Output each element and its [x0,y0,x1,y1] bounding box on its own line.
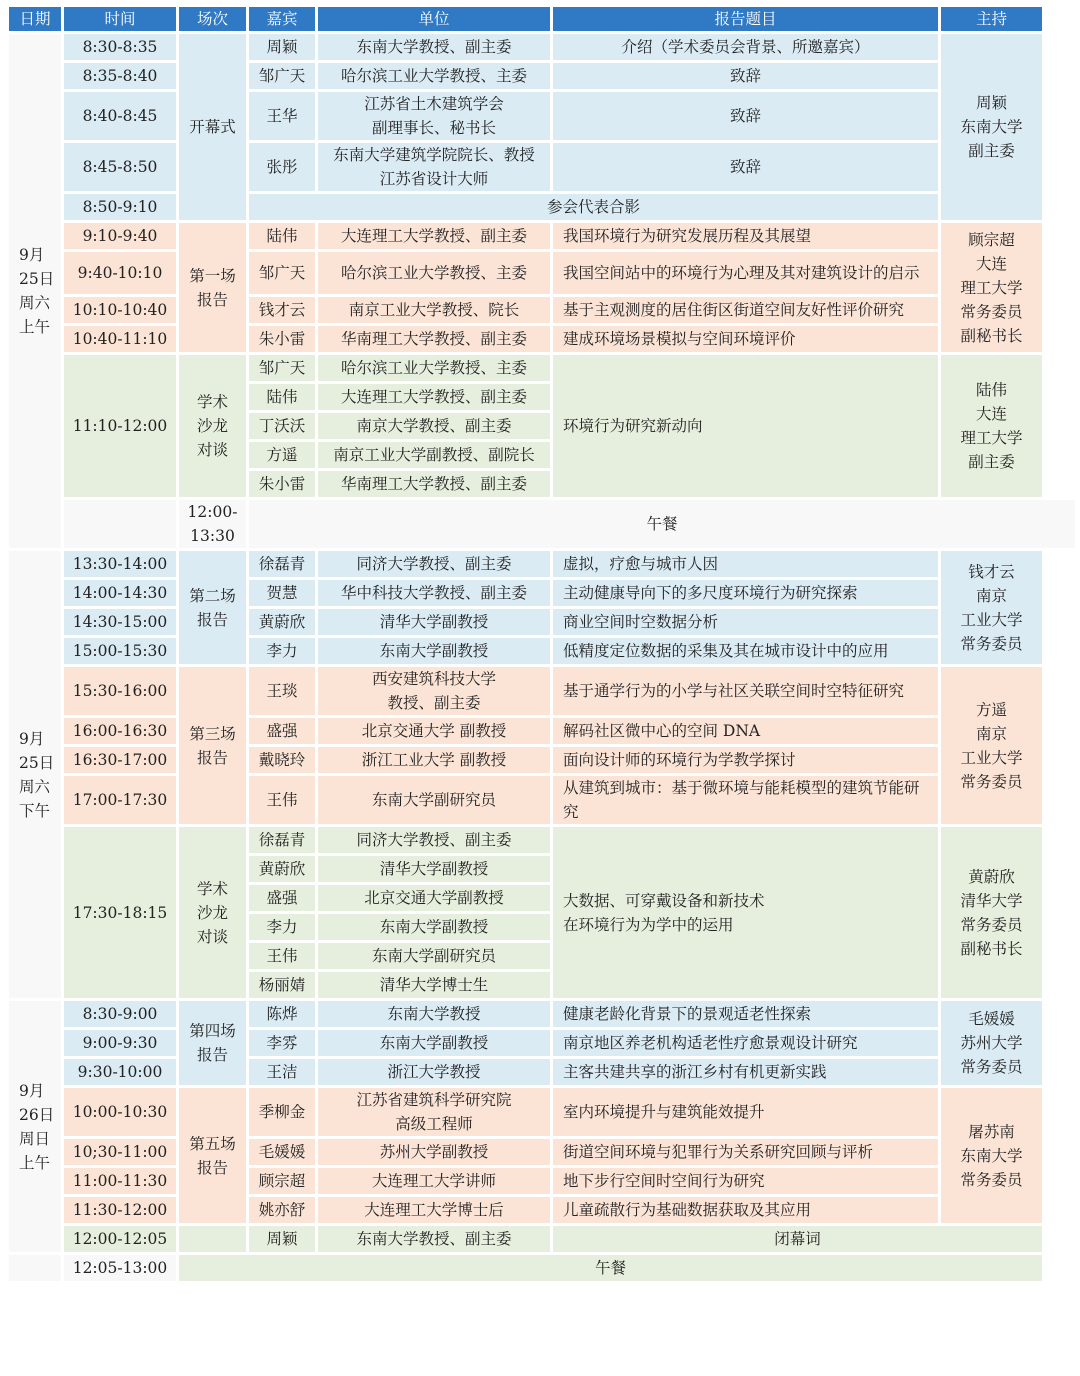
time-cell: 9:40-10:10 [64,252,176,294]
time-cell: 9:30-10:00 [64,1059,176,1085]
guest-cell: 黄蔚欣 [249,609,315,635]
time-cell: 10:10-10:40 [64,297,176,323]
unit-cell: 东南大学副教授 [318,638,550,664]
session-cell-report2: 第二场 报告 [179,551,246,664]
unit-cell: 大连理工大学教授、副主委 [318,223,550,249]
guest-cell: 钱才云 [249,297,315,323]
guest-cell: 邹广天 [249,63,315,89]
unit-cell: 东南大学副研究员 [318,943,550,969]
session-cell-salon: 学术 沙龙 对谈 [179,827,246,998]
time-cell: 11:10-12:00 [64,355,176,497]
topic-cell: 建成环境场景模拟与空间环境评价 [553,326,938,352]
guest-cell: 王洁 [249,1059,315,1085]
column-header-3: 嘉宾 [249,7,315,31]
table-row [9,638,1075,664]
table-row [9,1001,1075,1027]
guest-cell: 邹广天 [249,355,315,381]
session-cell-salon: 学术 沙龙 对谈 [179,355,246,497]
table-row [9,143,1075,191]
time-cell: 10:40-11:10 [64,326,176,352]
topic-cell: 闭幕词 [553,1226,1042,1252]
host-cell: 顾宗超 大连 理工大学 常务委员 副秘书长 [941,223,1042,352]
table-row [9,326,1075,352]
guest-cell: 朱小雷 [249,326,315,352]
guest-cell: 季柳金 [249,1088,315,1136]
unit-cell: 清华大学副教授 [318,856,550,882]
session-cell-report1: 第一场 报告 [179,223,246,352]
column-header-5: 报告题目 [553,7,938,31]
column-header-6: 主持 [941,7,1042,31]
topic-cell: 南京地区养老机构适老性疗愈景观设计研究 [553,1030,938,1056]
guest-cell: 丁沃沃 [249,413,315,439]
time-cell: 8:45-8:50 [64,143,176,191]
host-cell: 毛媛媛 苏州大学 常务委员 [941,1001,1042,1085]
topic-cell: 儿童疏散行为基础数据获取及其应用 [553,1197,938,1223]
date-cell-empty [9,1255,61,1281]
session-cell-opening: 开幕式 [179,34,246,220]
guest-cell: 周颖 [249,34,315,60]
unit-cell: 江苏省土木建筑学会 副理事长、秘书长 [318,92,550,140]
table-row [9,1030,1075,1056]
table-row [9,63,1075,89]
guest-cell: 盛强 [249,718,315,744]
topic-cell: 基于主观测度的居住街区街道空间友好性评价研究 [553,297,938,323]
unit-cell: 东南大学建筑学院院长、教授 江苏省设计大师 [318,143,550,191]
table-row [9,1226,1075,1252]
group-photo-cell: 参会代表合影 [249,194,938,220]
unit-cell: 大连理工大学教授、副主委 [318,384,550,410]
unit-cell: 东南大学教授、副主委 [318,1226,550,1252]
time-cell: 11:00-11:30 [64,1168,176,1194]
guest-cell: 王华 [249,92,315,140]
time-cell: 12:05-13:00 [64,1255,176,1281]
column-header-0: 日期 [9,7,61,31]
topic-cell: 健康老龄化背景下的景观适老性探索 [553,1001,938,1027]
guest-cell: 陆伟 [249,223,315,249]
table-row [9,1197,1075,1223]
session-cell-report3: 第三场 报告 [179,667,246,824]
guest-cell: 方遥 [249,442,315,468]
unit-cell: 江苏省建筑科学研究院 高级工程师 [318,1088,550,1136]
topic-cell: 商业空间时空数据分析 [553,609,938,635]
date-cell-empty [64,500,176,548]
table-row [9,718,1075,744]
topic-cell: 致辞 [553,92,938,140]
date-cell-day2-am: 9月 26日 周日 上午 [9,1001,61,1252]
unit-cell: 东南大学副教授 [318,914,550,940]
unit-cell: 清华大学副教授 [318,609,550,635]
unit-cell: 华中科技大学教授、副主委 [318,580,550,606]
time-cell: 17:30-18:15 [64,827,176,998]
topic-cell: 虚拟，疗愈与城市人因 [553,551,938,577]
unit-cell: 清华大学博士生 [318,972,550,998]
unit-cell: 北京交通大学 副教授 [318,718,550,744]
time-cell: 12:00-13:30 [179,500,246,548]
time-cell: 16:00-16:30 [64,718,176,744]
guest-cell: 王伟 [249,776,315,824]
unit-cell: 东南大学副研究员 [318,776,550,824]
table-row [9,1168,1075,1194]
time-cell: 15:30-16:00 [64,667,176,715]
unit-cell: 同济大学教授、副主委 [318,827,550,853]
unit-cell: 大连理工大学博士后 [318,1197,550,1223]
column-header-4: 单位 [318,7,550,31]
unit-cell: 浙江大学教授 [318,1059,550,1085]
guest-cell: 周颖 [249,1226,315,1252]
time-cell: 10:00-10:30 [64,1088,176,1136]
topic-cell: 面向设计师的环境行为学教学探讨 [553,747,938,773]
guest-cell: 王伟 [249,943,315,969]
unit-cell: 北京交通大学副教授 [318,885,550,911]
table-row [9,92,1075,140]
table-row [9,747,1075,773]
time-cell: 8:35-8:40 [64,63,176,89]
time-cell: 11:30-12:00 [64,1197,176,1223]
time-cell: 10;30-11:00 [64,1139,176,1165]
lunch-cell: 午餐 [179,1255,1042,1281]
guest-cell: 徐磊青 [249,827,315,853]
guest-cell: 王琰 [249,667,315,715]
table-row [9,194,1075,220]
host-cell: 方遥 南京 工业大学 常务委员 [941,667,1042,824]
topic-cell: 致辞 [553,143,938,191]
topic-cell: 室内环境提升与建筑能效提升 [553,1088,938,1136]
host-cell: 黄蔚欣 清华大学 常务委员 副秘书长 [941,827,1042,998]
guest-cell: 黄蔚欣 [249,856,315,882]
unit-cell: 哈尔滨工业大学教授、主委 [318,63,550,89]
time-cell: 14:30-15:00 [64,609,176,635]
schedule-table-container [6,4,1078,1284]
unit-cell: 同济大学教授、副主委 [318,551,550,577]
unit-cell: 华南理工大学教授、副主委 [318,326,550,352]
unit-cell: 东南大学教授、副主委 [318,34,550,60]
guest-cell: 贺慧 [249,580,315,606]
lunch-cell: 午餐 [249,500,1075,548]
header-row [9,7,1075,31]
unit-cell: 苏州大学副教授 [318,1139,550,1165]
table-row [9,252,1075,294]
time-cell: 15:00-15:30 [64,638,176,664]
table-row [9,580,1075,606]
table-row [9,355,1075,381]
table-row [9,1059,1075,1085]
date-cell-day1-pm: 9月 25日 周六 下午 [9,551,61,998]
time-cell: 9:10-9:40 [64,223,176,249]
unit-cell: 南京大学教授、副主委 [318,413,550,439]
table-row [9,667,1075,715]
guest-cell: 盛强 [249,885,315,911]
host-cell: 周颖 东南大学 副主委 [941,34,1042,220]
guest-cell: 顾宗超 [249,1168,315,1194]
topic-cell: 大数据、可穿戴设备和新技术 在环境行为为学中的运用 [553,827,938,998]
time-cell: 14:00-14:30 [64,580,176,606]
session-cell-report5: 第五场 报告 [179,1088,246,1223]
table-row [9,551,1075,577]
table-row [9,297,1075,323]
table-row [9,1255,1075,1281]
time-cell: 16:30-17:00 [64,747,176,773]
topic-cell: 主客共建共享的浙江乡村有机更新实践 [553,1059,938,1085]
table-row [9,776,1075,824]
topic-cell: 地下步行空间时空间行为研究 [553,1168,938,1194]
time-cell: 8:50-9:10 [64,194,176,220]
host-cell: 陆伟 大连 理工大学 副主委 [941,355,1042,497]
unit-cell: 东南大学副教授 [318,1030,550,1056]
topic-cell: 解码社区微中心的空间 DNA [553,718,938,744]
time-cell: 8:30-8:35 [64,34,176,60]
topic-cell: 主动健康导向下的多尺度环境行为研究探索 [553,580,938,606]
unit-cell: 哈尔滨工业大学教授、主委 [318,252,550,294]
guest-cell: 毛媛媛 [249,1139,315,1165]
time-cell: 9:00-9:30 [64,1030,176,1056]
guest-cell: 李雰 [249,1030,315,1056]
table-row [9,223,1075,249]
table-row [9,827,1075,853]
table-row [9,609,1075,635]
table-row [9,34,1075,60]
guest-cell: 邹广天 [249,252,315,294]
time-cell: 13:30-14:00 [64,551,176,577]
session-cell-closing [179,1226,246,1252]
topic-cell: 低精度定位数据的采集及其在城市设计中的应用 [553,638,938,664]
host-cell: 钱才云 南京 工业大学 常务委员 [941,551,1042,664]
time-cell: 8:30-9:00 [64,1001,176,1027]
time-cell: 17:00-17:30 [64,776,176,824]
schedule-table [6,4,1078,1284]
guest-cell: 陈烨 [249,1001,315,1027]
time-cell: 12:00-12:05 [64,1226,176,1252]
topic-cell: 环境行为研究新动向 [553,355,938,497]
guest-cell: 李力 [249,914,315,940]
unit-cell: 西安建筑科技大学 教授、副主委 [318,667,550,715]
host-cell: 屠苏南 东南大学 常务委员 [941,1088,1042,1223]
topic-cell: 介绍（学术委员会背景、所邀嘉宾） [553,34,938,60]
time-cell: 8:40-8:45 [64,92,176,140]
column-header-1: 时间 [64,7,176,31]
topic-cell: 我国空间站中的环境行为心理及其对建筑设计的启示 [553,252,938,294]
unit-cell: 华南理工大学教授、副主委 [318,471,550,497]
topic-cell: 从建筑到城市：基于微环境与能耗模型的建筑节能研究 [553,776,938,824]
guest-cell: 戴晓玲 [249,747,315,773]
guest-cell: 杨丽婧 [249,972,315,998]
guest-cell: 姚亦舒 [249,1197,315,1223]
unit-cell: 大连理工大学讲师 [318,1168,550,1194]
topic-cell: 街道空间环境与犯罪行为关系研究回顾与评析 [553,1139,938,1165]
topic-cell: 致辞 [553,63,938,89]
session-cell-report4: 第四场 报告 [179,1001,246,1085]
guest-cell: 徐磊青 [249,551,315,577]
topic-cell: 我国环境行为研究发展历程及其展望 [553,223,938,249]
date-cell-day1-am: 9月 25日 周六 上午 [9,34,61,548]
unit-cell: 东南大学教授 [318,1001,550,1027]
unit-cell: 浙江工业大学 副教授 [318,747,550,773]
guest-cell: 李力 [249,638,315,664]
table-row [9,500,1075,548]
table-row [9,1088,1075,1136]
unit-cell: 南京工业大学教授、院长 [318,297,550,323]
column-header-2: 场次 [179,7,246,31]
unit-cell: 哈尔滨工业大学教授、主委 [318,355,550,381]
topic-cell: 基于通学行为的小学与社区关联空间时空特征研究 [553,667,938,715]
guest-cell: 朱小雷 [249,471,315,497]
unit-cell: 南京工业大学副教授、副院长 [318,442,550,468]
table-row [9,1139,1075,1165]
guest-cell: 张彤 [249,143,315,191]
guest-cell: 陆伟 [249,384,315,410]
